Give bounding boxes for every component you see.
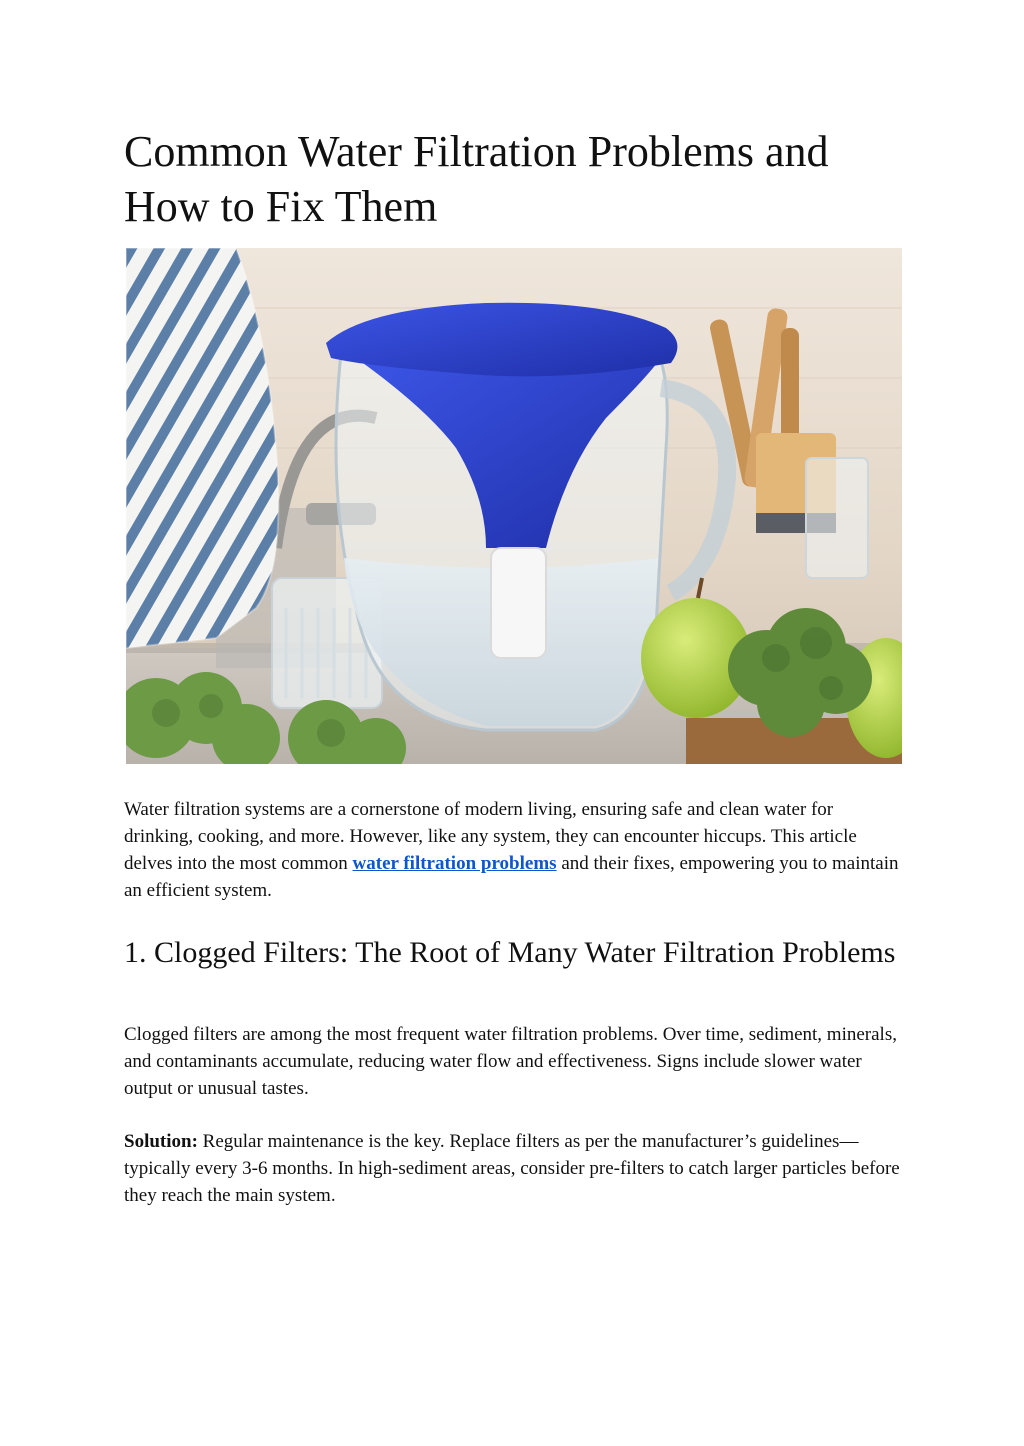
intro-text-before-link: Water filtration systems are a cornerstone of modern living, ensuring safe and clean water for drinking, cooking, and more. However, like any system, they can encounter hiccups. This article delves into the most common <box>124 799 857 874</box>
water-filtration-problems-link[interactable]: water filtration problems <box>352 853 557 874</box>
page-title: Common Water Filtration Problems and How to Fix Them <box>124 127 829 231</box>
solution-text: Regular maintenance is the key. Replace filters as per the manufacturer’s guidelines—typically every 3-6 months. In high-sediment areas, consider pre-filters to catch larger particles before they reach the main system. <box>124 1131 900 1206</box>
hero-image <box>126 248 902 764</box>
intro-paragraph <box>124 796 904 904</box>
solution-label: Solution: <box>124 1131 198 1152</box>
section-1-heading: 1. Clogged Filters: The Root of Many Water Filtration Problems <box>124 936 896 969</box>
intro-text-after-link: and their fixes, empowering you to maintain an efficient system. <box>124 853 899 901</box>
section-1-solution <box>124 1128 904 1209</box>
section-1-body: Clogged filters are among the most frequent water filtration problems. Over time, sediment, minerals, and contaminants accumulate, reducing water flow and effectiveness. Signs include slower water output or unusual tastes. <box>124 1024 897 1099</box>
